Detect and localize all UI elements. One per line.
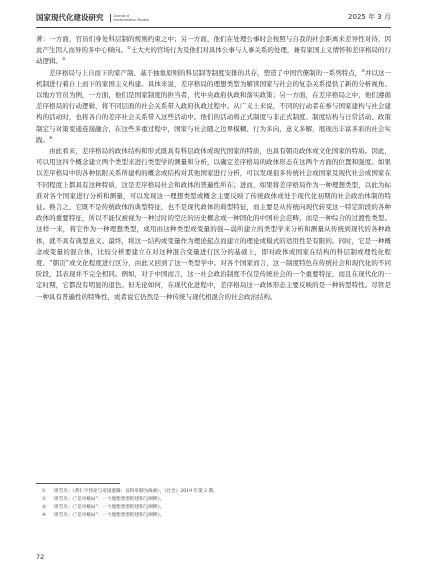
footnote-mark: ③: [41, 505, 46, 510]
article-body: [36, 34, 391, 303]
footnotes: [36, 488, 391, 520]
journal-english-name: [110, 14, 150, 22]
footnote-text: 周雪光：《“差序格局”：一个理想类型的建构与阐释》。: [54, 505, 165, 510]
footnote-2: [36, 496, 391, 504]
paragraph-2-text: 差序格局与上自而下的家产制、基于抽象原则的科层制等制度安排的共存，塑造了中国官僚制的一系列特点，: [49, 68, 362, 77]
footnote-divider: [36, 483, 120, 484]
paragraph-1-text-cont: 士大夫的官场行为及他们对具体公事与人事关系的处理，兼有家国主义情怀和差序格局的行动逻辑。: [36, 46, 391, 66]
paragraph-1: [36, 34, 391, 68]
footnote-ref-2: ②: [62, 56, 66, 62]
page-number: 72: [36, 553, 45, 561]
journal-identity: [36, 12, 149, 23]
paragraph-2: [36, 68, 391, 146]
footnote-text: 周雪光：《“差序格局”：一个理想类型的建构与阐释》。: [54, 497, 165, 502]
journal-english-line-2: Modernization Studies: [113, 17, 150, 22]
footnote-1: [36, 488, 391, 496]
footnote-mark: ①: [41, 489, 46, 494]
footnote-ref-3: ③: [361, 67, 365, 73]
paragraph-2-text-cont: 并以这一机制进行着自上而下的家国主义构建。具体来说，差序格局的理想类型为解读国家与社会的复杂关系提供了新的分析视角。以地方官员为例，一方面，他们是国家制度的担当者，代中央政府执政和落实政策；另一方面，在差序格局之中，他们遵循差序格局的行动逻辑，将不同层面的社会关系带入政府执政过程中。从广义上来说，不同的行动者在参与国家建构与社会建构的活动时，也将各自的差序社会关系带入这些活动中。他们的活动将正式制度与非正式制度、制度结构与日常活动、政策制定与对策变通连接融合，在这些多重过程中，国家与社会随之边界模糊、行为多向、意义多解，展现出丰富多彩的社会实践。: [36, 68, 391, 144]
paragraph-1-text: 著：一方面，官员们身处科层制的规则约束之中；另一方面，他们在处理公事时会按照与自我的社会距离来差异性对待，因此产生因人而异的多中心倾向。: [36, 35, 391, 55]
paragraph-3-text: 由此看来，差序格局的政体结构和形式既具有科层政体或现代国家的特质，也具有朝贡政体或文化国家的特质。因此，可以用这四个概念建立两个类型来进行类型学的测量和分析，以确定差序格局的政体形态在这两个方面的位置和强度。如果以差序格局中的各种依附关系所建构的概念或结构对其他国家进行分析，可以发现很多传统社会或国家及现代社会或国家在不同程度上都具有这种特质，这是差序格局社会和政体的普遍性所在；进而，如果将差序格局作为一种理想类型，以此为标准对各个国家进行分析和测量，可以发现这一理想类型或概念主要反映了传统政体或处于现代化初期的社会政治体制的特征。换言之，它既不是传统政体的典型特征，也不是现代政体的典型特征，而主要是从传统向现代转变这一特定阶段的各种政体的重要特征，所以不能仅被视为一种过时的空泛的历史概念或一种固化的中国社会范畴，而是一种综合的过渡性类型。这样一来，将它作为一种理想类型，或用由这种类型或变量的强—弱所建立的类型学来分析和测量从传统到现代的各种政体，就不具有典型意义。最终，将这一结构或变量作为理论起点而建立的理论或模式的适用性是有限的。同时，它是一种概念或变量的混合体，比较分析要建立在对这种混合变量进行区分的基础上，即对政体或国家在结构的科层制或理性化程度、“朝贡”或文化程度进行区分，由此又回到了这一类型学中。对各个国家而言，这一制度特色在传统社会和现代化的不同阶段，其表现并不完全相同。例如，对于中国而言，这一社会政治制度不仅是传统社会的一个重要特征，而且在现代化的一定时期，它都没有明显的退色。但无论如何，在现代化进程中，差序格局这一政体形态主要反映的是一种转型特性。尽管是一种具有普遍性的特殊性，或者说它仍然是一种传统与现代相混合的社会政治结构。: [36, 147, 391, 301]
journal-english-line-1: Journal of: [113, 13, 130, 18]
footnote-text: 周雪光：《黄仁宇悖论与帝国逻辑：以科举制为线索》，《社会》2019 年第 2 期。: [54, 489, 218, 494]
journal-title: 国家现代化建设研究: [36, 13, 104, 22]
footnote-mark: ④: [41, 513, 46, 518]
footnote-3: [36, 504, 391, 512]
footnote-text: 周雪光：《“差序格局”：一个理想类型的建构与阐释》。: [54, 513, 165, 518]
footnote-ref-4: ④: [49, 134, 53, 140]
header-divider: [36, 27, 391, 28]
paragraph-3: [36, 146, 391, 303]
footnote-mark: ②: [41, 497, 46, 502]
footnote-ref-1: ①: [127, 45, 131, 51]
issue-date: 2025 年 3 月: [348, 13, 391, 21]
footnote-4: [36, 512, 391, 520]
